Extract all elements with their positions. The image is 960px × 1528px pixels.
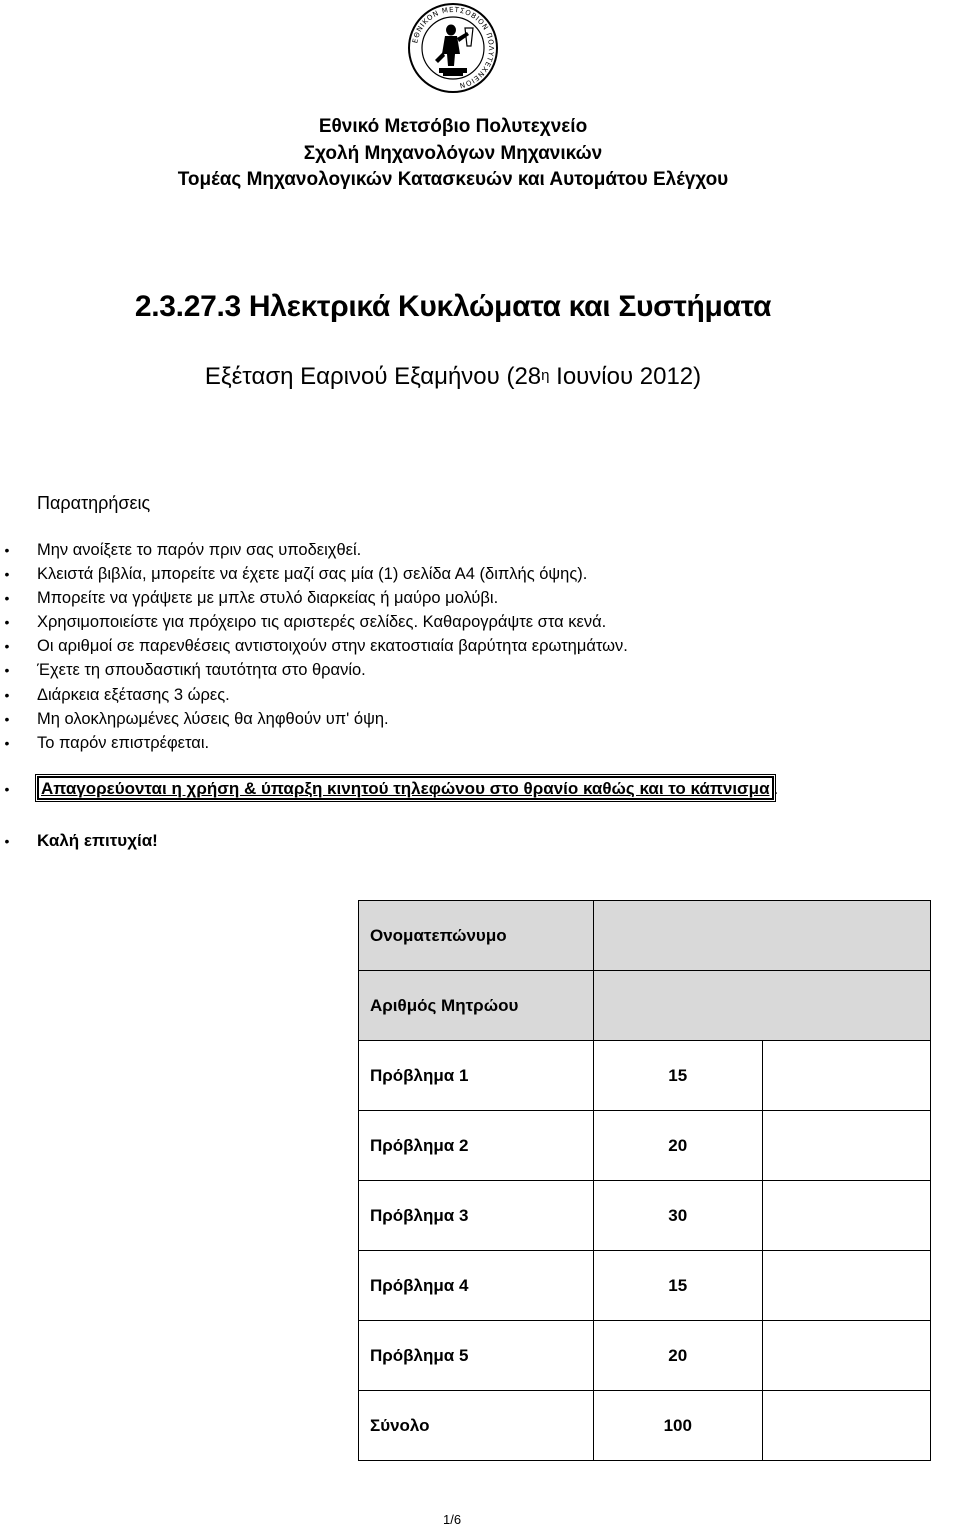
seal-text: ΕΘΝΙΚΟΝ ΜΕΤΣΟΒΙΟΝ ΠΟΛΥΤΕΧΝΕΙΟΝ <box>411 5 496 90</box>
note-text: Μπορείτε να γράψετε με μπλε στυλό διαρκείας ή μαύρο μολύβι. <box>37 589 499 608</box>
list-item <box>0 634 628 658</box>
table-row <box>359 1181 931 1251</box>
total-row <box>359 1391 931 1461</box>
warning-text: Απαγορεύονται η χρήση & ύπαρξη κινητού τηλεφώνου στο θρανίο καθώς και το κάπνισμα <box>37 776 774 800</box>
student-id-row <box>359 971 931 1041</box>
bullet-icon: • <box>4 590 10 607</box>
bullet-icon: • <box>4 686 10 703</box>
list-item <box>0 562 628 586</box>
problem-points: 30 <box>594 1181 763 1251</box>
division-name: Τομέας Μηχανολογικών Κατασκευών και Αυτομάτου Ελέγχου <box>177 169 729 190</box>
table-row <box>359 1321 931 1391</box>
bullet-icon: • <box>4 566 10 583</box>
bullet-icon: • <box>4 662 10 679</box>
list-item <box>0 586 628 610</box>
problem-score-field[interactable] <box>762 1251 931 1321</box>
problem-label: Πρόβλημα 3 <box>359 1181 594 1251</box>
bullet-icon: • <box>4 781 10 797</box>
bullet-icon: • <box>4 542 10 558</box>
total-score-field[interactable] <box>762 1391 931 1461</box>
bullet-icon: • <box>4 614 10 631</box>
problem-points: 15 <box>594 1041 763 1111</box>
good-luck <box>0 829 158 853</box>
problem-score-field[interactable] <box>762 1181 931 1251</box>
problem-label: Πρόβλημα 1 <box>359 1041 594 1111</box>
university-name: Εθνικό Μετσόβιο Πολυτεχνείο <box>318 116 588 137</box>
exam-title: 2.3.27.3 Ηλεκτρικά Κυκλώματα και Συστήματα <box>134 290 772 323</box>
total-label: Σύνολο <box>359 1391 594 1461</box>
exam-subtitle-month: Ιουνίου 2012) <box>549 363 702 390</box>
bullet-icon: • <box>4 734 10 751</box>
school-name: Σχολή Μηχανολόγων Μηχανικών <box>303 143 603 164</box>
bullet-icon: • <box>4 638 10 655</box>
note-text: Το παρόν επιστρέφεται. <box>37 733 210 752</box>
problem-score-field[interactable] <box>762 1041 931 1111</box>
exam-subtitle-date: Εξέταση Εαρινού Εξαμήνου (28 <box>204 363 542 390</box>
warning-period: . <box>773 779 779 798</box>
good-luck-text: Καλή επιτυχία! <box>37 831 158 850</box>
page-number: 1/6 <box>443 1512 462 1527</box>
problem-score-field[interactable] <box>762 1111 931 1181</box>
problem-label: Πρόβλημα 5 <box>359 1321 594 1391</box>
table-row <box>359 1251 931 1321</box>
note-text: Κλειστά βιβλία, μπορείτε να έχετε μαζί σας μία (1) σελίδα Α4 (διπλής όψης). <box>37 565 588 584</box>
list-item <box>0 538 628 562</box>
problem-label: Πρόβλημα 2 <box>359 1111 594 1181</box>
exam-subtitle <box>0 360 906 397</box>
notes-list <box>0 538 628 755</box>
bullet-icon: • <box>4 710 10 727</box>
note-text: Μη ολοκληρωμένες λύσεις θα ληφθούν υπ' όψη. <box>37 709 389 728</box>
note-text: Χρησιμοποιείστε για πρόχειρο τις αριστερές σελίδες. Καθαρογράψτε στα κενά. <box>37 613 607 632</box>
table-row <box>359 1041 931 1111</box>
table-row <box>359 1111 931 1181</box>
name-label: Ονοματεπώνυμο <box>359 901 594 971</box>
note-text: Μην ανοίξετε το παρόν πριν σας υποδειχθεί. <box>37 541 362 559</box>
list-item <box>0 707 628 731</box>
notes-heading: Παρατηρήσεις <box>37 493 151 513</box>
university-seal-icon <box>407 2 499 94</box>
phone-warning <box>0 777 778 801</box>
list-item <box>0 658 628 682</box>
bullet-icon: • <box>4 833 10 849</box>
problem-points: 20 <box>594 1111 763 1181</box>
note-text: Οι αριθμοί σε παρενθέσεις αντιστοιχούν στην εκατοστιαία βαρύτητα ερωτημάτων. <box>37 637 628 656</box>
list-item <box>0 731 628 755</box>
problem-points: 20 <box>594 1321 763 1391</box>
name-field[interactable] <box>594 901 931 971</box>
problem-points: 15 <box>594 1251 763 1321</box>
student-id-label: Αριθμός Μητρώου <box>359 971 594 1041</box>
name-row <box>359 901 931 971</box>
list-item <box>0 683 628 707</box>
problem-score-field[interactable] <box>762 1321 931 1391</box>
exam-subtitle-ordinal: η <box>541 367 550 384</box>
problem-label: Πρόβλημα 4 <box>359 1251 594 1321</box>
list-item <box>0 610 628 634</box>
score-table <box>358 900 931 1461</box>
student-id-field[interactable] <box>594 971 931 1041</box>
note-text: Έχετε τη σπουδαστική ταυτότητα στο θρανίο. <box>37 661 366 680</box>
total-points: 100 <box>594 1391 763 1461</box>
note-text: Διάρκεια εξέτασης 3 ώρες. <box>37 685 230 704</box>
